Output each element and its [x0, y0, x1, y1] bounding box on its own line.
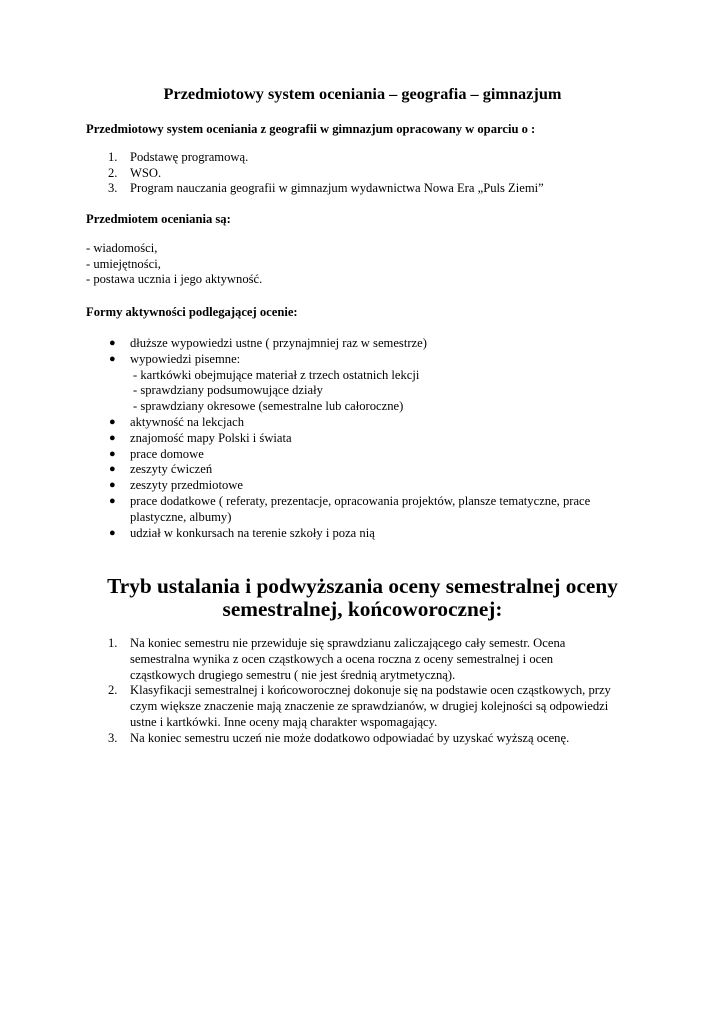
list-text: Program nauczania geografii w gimnazjum wydawnictwa Nowa Era „Puls Ziemi” — [130, 181, 544, 196]
list-text: Klasyfikacji semestralnej i końcoworocznej dokonuje się na podstawie ocen cząstkowych, przy czym większe znaczenie mają znaczenie ze sprawdzianów, w drugiej kolejności są odpowiedzi ustne i kartkówki. Inne oceny mają charakter wspomagający. — [130, 683, 611, 729]
rules-list — [108, 636, 618, 747]
sub-item: - sprawdziany podsumowujące działy — [133, 383, 323, 398]
list-item — [109, 478, 629, 494]
list-text: znajomość mapy Polski i świata — [130, 430, 292, 445]
sub-item: - kartkówki obejmujące materiał z trzech ostatnich lekcji — [133, 367, 420, 382]
bullet-icon: ● — [109, 447, 116, 460]
bullet-icon: ● — [109, 337, 116, 349]
list-item: - umiejętności, — [86, 256, 161, 271]
list-text: aktywność na lekcjach — [130, 414, 244, 429]
section-heading-line-1: Tryb ustalania i podwyższania oceny semestralnej oceny — [107, 574, 618, 598]
section-heading-line-2: semestralnej, końcoworocznej: — [222, 597, 503, 621]
forms-list — [109, 336, 629, 541]
bullet-icon: ● — [109, 415, 116, 428]
bullet-icon: ● — [109, 494, 116, 507]
bullet-icon: ● — [109, 526, 116, 539]
bullet-icon: ● — [109, 352, 116, 365]
list-item — [109, 415, 629, 431]
section-heading — [0, 575, 725, 621]
bullet-icon: ● — [109, 479, 116, 492]
page-title: Przedmiotowy system oceniania – geografia – gimnazjum — [163, 84, 562, 103]
forms-heading: Formy aktywności podlegającej ocenie: — [86, 305, 298, 319]
list-text: Podstawę programową. — [130, 150, 249, 164]
sub-item: - sprawdziany okresowe (semestralne lub całoroczne) — [133, 399, 404, 414]
intro-line: Przedmiotowy system oceniania z geografii w gimnazjum opracowany w oparciu o : — [86, 122, 536, 136]
list-text: dłuższe wypowiedzi ustne ( przynajmniej raz w semestrze) — [130, 336, 427, 350]
list-item — [109, 352, 629, 368]
list-text: prace domowe — [130, 446, 204, 461]
list-item — [109, 431, 629, 447]
list-item — [109, 494, 629, 526]
list-text: udział w konkursach na terenie szkoły i poza nią — [130, 525, 375, 540]
subject-list — [86, 241, 646, 288]
list-text: zeszyty ćwiczeń — [130, 462, 213, 477]
list-number: 3. — [108, 730, 118, 745]
list-item — [108, 683, 618, 730]
list-item: - wiadomości, — [86, 241, 158, 255]
list-item — [108, 150, 668, 166]
list-item — [108, 181, 668, 197]
list-item — [109, 526, 629, 542]
list-text: wypowiedzi pisemne: — [130, 351, 241, 366]
list-number: 1. — [108, 636, 118, 650]
list-item — [108, 636, 618, 683]
basis-list — [108, 150, 668, 197]
list-number: 3. — [108, 181, 118, 196]
list-text: zeszyty przedmiotowe — [130, 478, 243, 493]
list-item — [109, 462, 629, 478]
list-item — [108, 731, 618, 747]
list-text: WSO. — [130, 165, 162, 180]
list-number: 1. — [108, 150, 118, 164]
list-number: 2. — [108, 165, 118, 180]
subject-heading: Przedmiotem oceniania są: — [86, 212, 231, 226]
list-text: Na koniec semestru uczeń nie może dodatkowo odpowiadać by uzyskać wyższą ocenę. — [130, 730, 570, 745]
list-item: - postawa ucznia i jego aktywność. — [86, 272, 263, 287]
list-item — [108, 166, 668, 182]
list-number: 2. — [108, 683, 118, 698]
list-text: prace dodatkowe ( referaty, prezentacje, opracowania projektów, plansze tematyczne, prace plastyczne, albumy) — [130, 493, 591, 524]
list-item — [109, 336, 629, 352]
bullet-icon: ● — [109, 463, 116, 476]
bullet-icon: ● — [109, 431, 116, 444]
list-text: Na koniec semestru nie przewiduje się sprawdzianu zaliczającego cały semestr. Ocena semestralna wynika z ocen cząstkowych a ocena roczna z oceny semestralnej i ocen cząstkowych drugiego semestru ( nie jest średnią arytmetyczną). — [130, 636, 566, 682]
list-item — [109, 447, 629, 463]
